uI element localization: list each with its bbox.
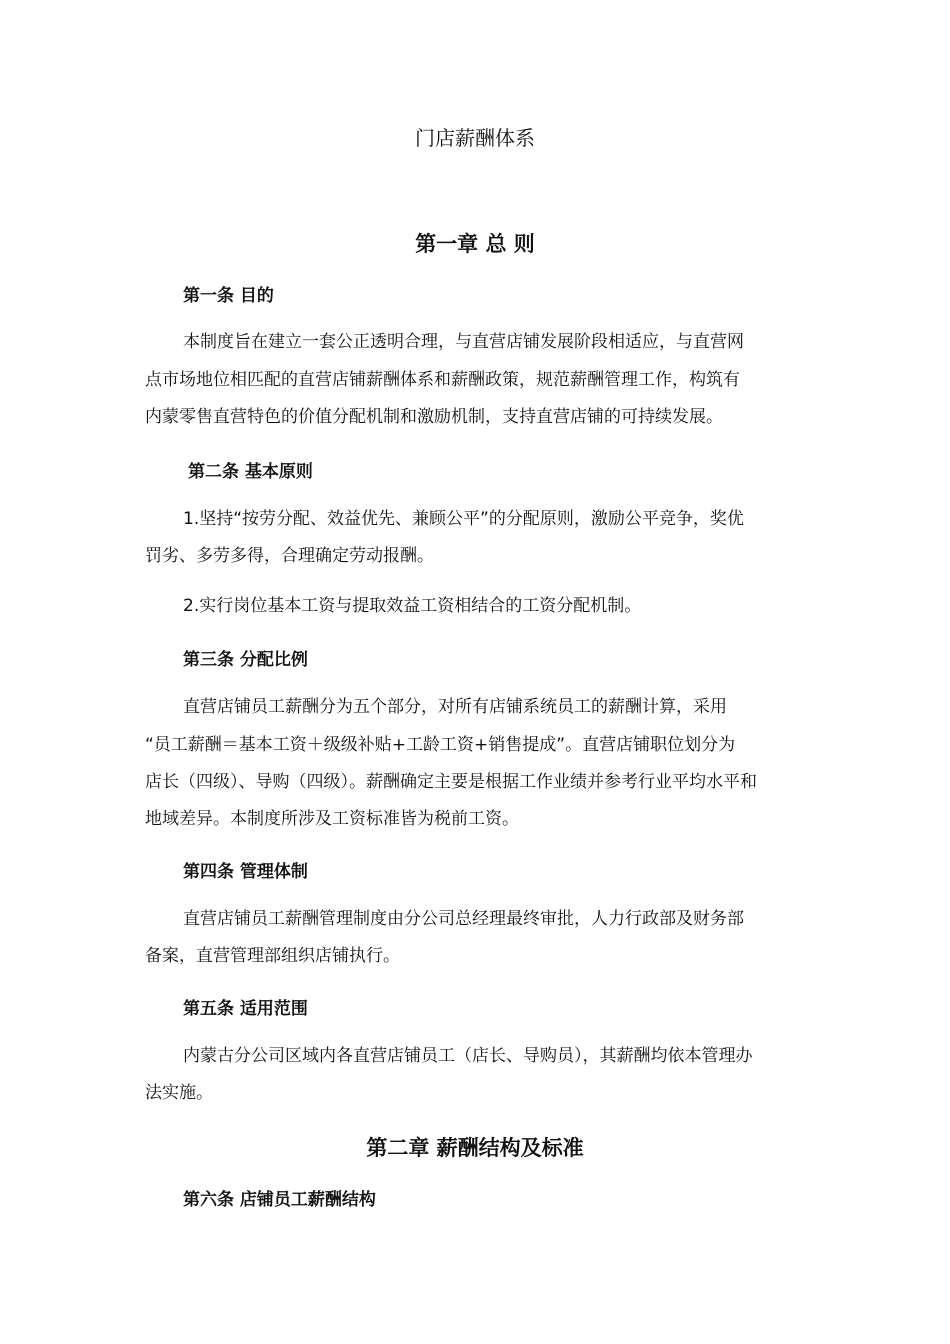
article-1-line-3: 内蒙零售直营特色的价值分配机制和激励机制，支持直营店铺的可持续发展。: [145, 407, 723, 427]
article-3-line-1: 直营店铺员工薪酬分为五个部分，对所有店铺系统员工的薪酬计算，采用: [183, 697, 727, 717]
article-2-heading: 第二条 基本原则: [188, 462, 313, 482]
article-2-line-1: 1.坚持“按劳分配、效益优先、兼顾公平”的分配原则，激励公平竞争，奖优: [183, 509, 744, 529]
article-3-line-2: “员工薪酬＝基本工资＋级级补贴+工龄工资+销售提成”。直营店铺职位划分为: [145, 735, 736, 755]
document-title: 门店薪酬体系: [415, 126, 535, 150]
chapter-2-heading: 第二章 薪酬结构及标准: [366, 1136, 584, 1160]
article-4-heading: 第四条 管理体制: [183, 862, 308, 882]
chapter-1-heading: 第一章 总 则: [415, 232, 535, 256]
article-3-heading: 第三条 分配比例: [183, 650, 308, 670]
article-1-line-2: 点市场地位相匹配的直营店铺薪酬体系和薪酬政策，规范薪酬管理工作，构筑有: [145, 370, 740, 390]
article-3-line-3: 店长（四级）、导购（四级）。薪酬确定主要是根据工作业绩并参考行业平均水平和: [145, 772, 757, 792]
article-4-line-2: 备案，直营管理部组织店铺执行。: [145, 946, 400, 966]
article-5-line-2: 法实施。: [145, 1083, 213, 1103]
article-5-heading: 第五条 适用范围: [183, 999, 308, 1019]
article-1-line-1: 本制度旨在建立一套公正透明合理，与直营店铺发展阶段相适应，与直营网: [183, 332, 744, 352]
article-5-line-1: 内蒙古分公司区域内各直营店铺员工（店长、导购员），其薪酬均依本管理办: [183, 1046, 753, 1066]
article-2-line-2: 罚劣、多劳多得，合理确定劳动报酬。: [145, 546, 434, 566]
article-3-line-4: 地域差异。本制度所涉及工资标准皆为税前工资。: [145, 809, 519, 829]
article-1-heading: 第一条 目的: [183, 286, 274, 306]
article-2-line-3: 2.实行岗位基本工资与提取效益工资相结合的工资分配机制。: [183, 596, 642, 616]
article-6-heading: 第六条 店铺员工薪酬结构: [183, 1190, 376, 1210]
article-4-line-1: 直营店铺员工薪酬管理制度由分公司总经理最终审批，人力行政部及财务部: [183, 909, 744, 929]
